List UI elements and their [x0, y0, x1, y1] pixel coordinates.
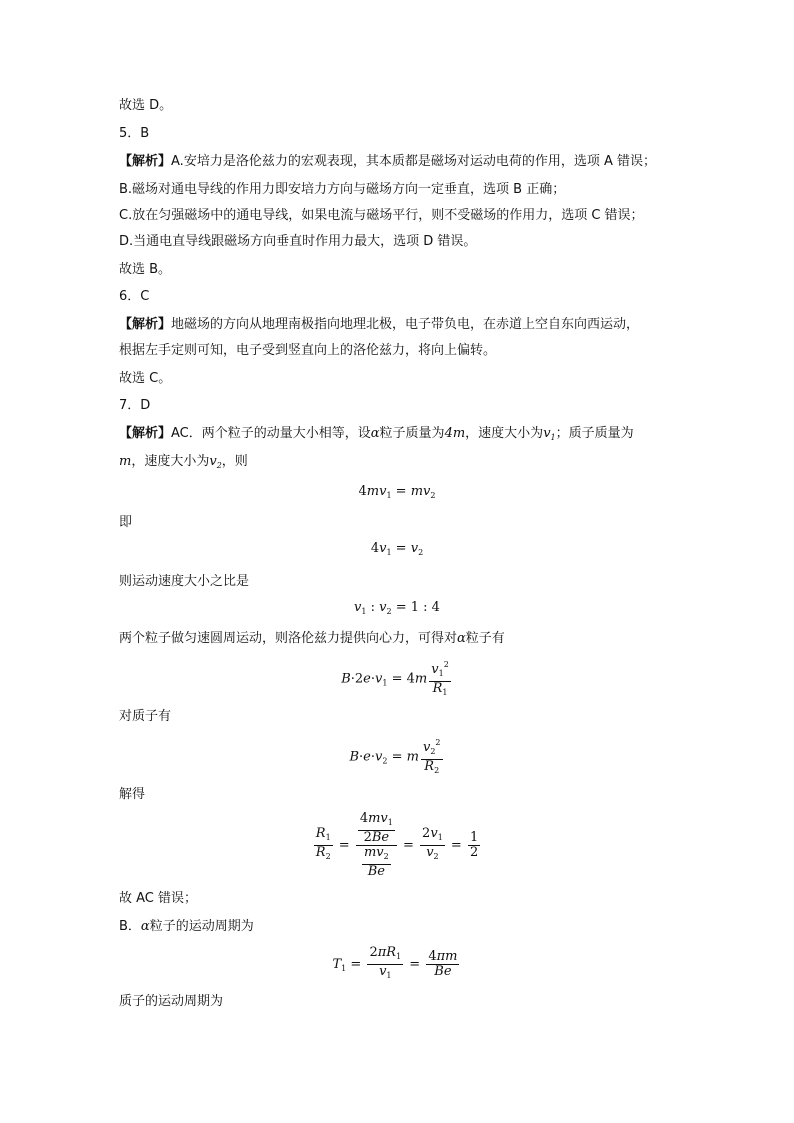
text-span: ；质子质量为	[555, 426, 634, 441]
text-span: A.安培力是洛伦兹力的宏观表现，其本质都是磁场对运动电荷的作用，选项 A 错误；	[171, 154, 656, 169]
text-line: 故 AC 错误；	[119, 891, 198, 906]
formula-ratio: $v_1$ : $v_2 = 1$ : 4	[354, 600, 440, 616]
formula-velocity: $4v_1 = v_2$	[370, 541, 424, 557]
text-line: 故选 B。	[119, 262, 172, 277]
analysis-tag: 【解析】	[119, 426, 172, 441]
text-line: 故选 C。	[119, 371, 172, 386]
text-span: 粒子质量为	[379, 426, 445, 441]
text-line	[119, 152, 656, 172]
formula-proton-force: $B\cdot e\cdot v_2 = m$ $\frac{v_2^2}{R_2}$	[349, 738, 441, 775]
formula-alpha-force: $B\cdot 2e\cdot v_1 = 4m$ $\frac{v_1^2}{R_1}$	[341, 660, 449, 697]
text-span: B．	[119, 919, 141, 934]
alpha-symbol: α	[457, 631, 466, 646]
text-line: 根据左手定则可知，电子受到竖直向上的洛伦兹力，将向上偏转。	[119, 343, 497, 358]
text-line: 即	[119, 515, 133, 530]
answer-number: 5．B	[119, 126, 150, 141]
math-v1: $v_1$	[543, 426, 556, 442]
text-line: 解得	[119, 787, 146, 802]
text-span: ，速度大小为	[465, 426, 544, 441]
text-line: B.磁场对通电导线的作用力即安培力方向与磁场方向一定垂直，选项 B 正确；	[119, 182, 566, 197]
formula-radius-ratio: $\frac{R_1}{R_2}$ = $\frac{\frac{4mv_1}{2Be}}{\frac{mv_2}{Be}}$ = $\frac{2v_1}{v_2}$ = $\frac{1}{2}$	[315, 811, 479, 879]
text-line	[119, 424, 634, 448]
text-span: ，则	[221, 454, 248, 469]
alpha-symbol: α	[370, 426, 380, 441]
text-span: 粒子的运动周期为	[149, 919, 254, 934]
answer-number: 7．D	[119, 398, 151, 413]
text-span: 粒子有	[465, 631, 505, 646]
text-span: AC．两个粒子的动量大小相等，设	[171, 426, 371, 441]
formula-momentum: $4mv_1 = mv_2$	[358, 484, 436, 500]
text-line: 质子的运动周期为	[119, 994, 224, 1009]
formula-alpha-period: $T_1$ = $\frac{2\pi R_1}{v_1}$ = $\frac{4\pi m}{Be}$	[332, 945, 458, 980]
math-4m: 4m	[444, 426, 466, 441]
math-m: m	[119, 454, 132, 469]
text-span: ，速度大小为	[131, 454, 210, 469]
text-line	[119, 452, 248, 476]
text-line: 对质子有	[119, 709, 172, 724]
alpha-symbol: α	[140, 919, 150, 934]
answer-number: 6．C	[119, 289, 150, 304]
text-span: 地磁场的方向从地理南极指向地理北极，电子带负电，在赤道上空自东向西运动，	[171, 317, 640, 332]
text-span: 两个粒子做匀速圆周运动，则洛伦兹力提供向心力，可得对	[119, 631, 458, 646]
text-line: 则运动速度大小之比是	[119, 574, 250, 589]
text-line: 故选 D。	[119, 98, 173, 113]
text-line	[119, 629, 505, 649]
text-line	[119, 917, 254, 937]
text-line: D.当通电直导线跟磁场方向垂直时作用力最大，选项 D 错误。	[119, 234, 477, 249]
text-line: C.放在匀强磁场中的通电导线，如果电流与磁场平行，则不受磁场的作用力，选项 C 错误；	[119, 208, 644, 223]
analysis-tag: 【解析】	[119, 154, 172, 169]
math-v2: $v_2$	[209, 454, 222, 470]
analysis-tag: 【解析】	[119, 317, 172, 332]
text-line	[119, 315, 639, 335]
